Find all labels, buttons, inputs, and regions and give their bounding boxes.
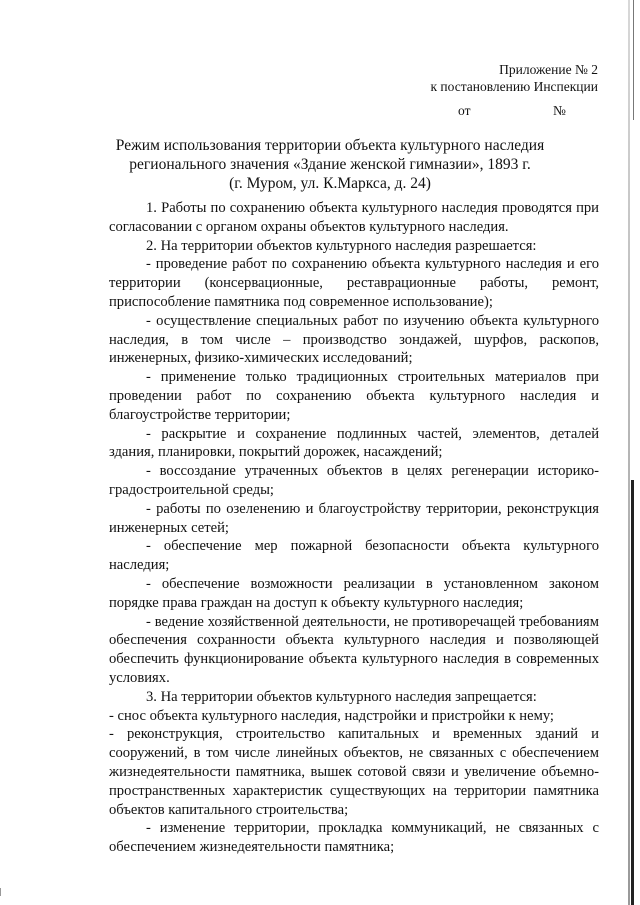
paragraph-2: 2. На территории объектов культурного наследия разрешается: <box>146 237 537 254</box>
allowed-item-6: - работы по озеленению и благоустройству территории, реконструкция инженерных сетей; <box>109 500 599 536</box>
allowed-item-2: - осуществление специальных работ по изучению объекта культурного наследия, в том числе – производство зондажей, шурфов, раскопов, инженерных, физико-химических исследований; <box>109 312 599 367</box>
allowed-item-4: - раскрытие и сохранение подлинных частей, элементов, деталей здания, планировки, покрытий дорожек, насаждений; <box>109 425 599 461</box>
prohibited-item-1: - снос объекта культурного наследия, надстройки и пристройки к нему; <box>109 707 554 724</box>
paragraph-3: 3. На территории объектов культурного наследия запрещается: <box>146 688 537 705</box>
allowed-item-5: - воссоздание утраченных объектов в целях регенерации историко-градостроительной среды; <box>109 463 599 498</box>
scan-edge-shadow <box>631 480 634 905</box>
prohibited-item-3: - изменение территории, прокладка коммуникаций, не связанных с обеспечением жизнедеятельности памятника; <box>109 820 599 856</box>
appendix-label: Приложение № 2 <box>499 62 598 77</box>
document-body <box>109 199 599 857</box>
scan-edge-line <box>628 0 630 905</box>
resolution-label: к постановлению Инспекции <box>430 79 598 94</box>
scan-corner-mark <box>0 888 9 896</box>
title-line-2: регионального значения «Здание женской гимназии», 1893 г. <box>129 156 531 173</box>
allowed-item-7: - обеспечение мер пожарной безопасности объекта культурного наследия; <box>109 538 599 574</box>
title-line-1: Режим использования территории объекта культурного наследия <box>115 137 545 154</box>
allowed-item-8: - обеспечение возможности реализации в установленном законом порядке права граждан на доступ к объекту культурного наследия; <box>109 575 599 611</box>
prohibited-item-2: - реконструкция, строительство капитальных и временных зданий и сооружений, в том числе линейных объектов, не связанных с обеспечением жизнедеятельности памятника, вышек сотовой связи и увеличение объемно-пространственных характеристик существующих на территории памятника объектов капитального строительства; <box>109 726 599 818</box>
number-label: № <box>553 103 566 118</box>
allowed-item-9: - ведение хозяйственной деятельности, не противоречащей требованиям обеспечения сохранности объекта культурного наследия и позволяющей обеспечить функционирование объекта культурного наследия в современных условиях. <box>109 613 599 686</box>
date-from-label: от <box>458 103 471 118</box>
title-line-3: (г. Муром, ул. К.Маркса, д. 24) <box>229 175 431 192</box>
scan-edge-mark <box>633 0 634 120</box>
allowed-item-3: - применение только традиционных строительных материалов при проведении работ по сохранению объекта культурного наследия и благоустройстве территории; <box>109 369 599 423</box>
allowed-item-1: - проведение работ по сохранению объекта культурного наследия и его территории (консервационные, реставрационные работы, ремонт, приспособление памятника под современное использование); <box>109 256 599 310</box>
paragraph-1: 1. Работы по сохранению объекта культурного наследия проводятся при согласовании с органом охраны объектов культурного наследия. <box>109 200 599 235</box>
